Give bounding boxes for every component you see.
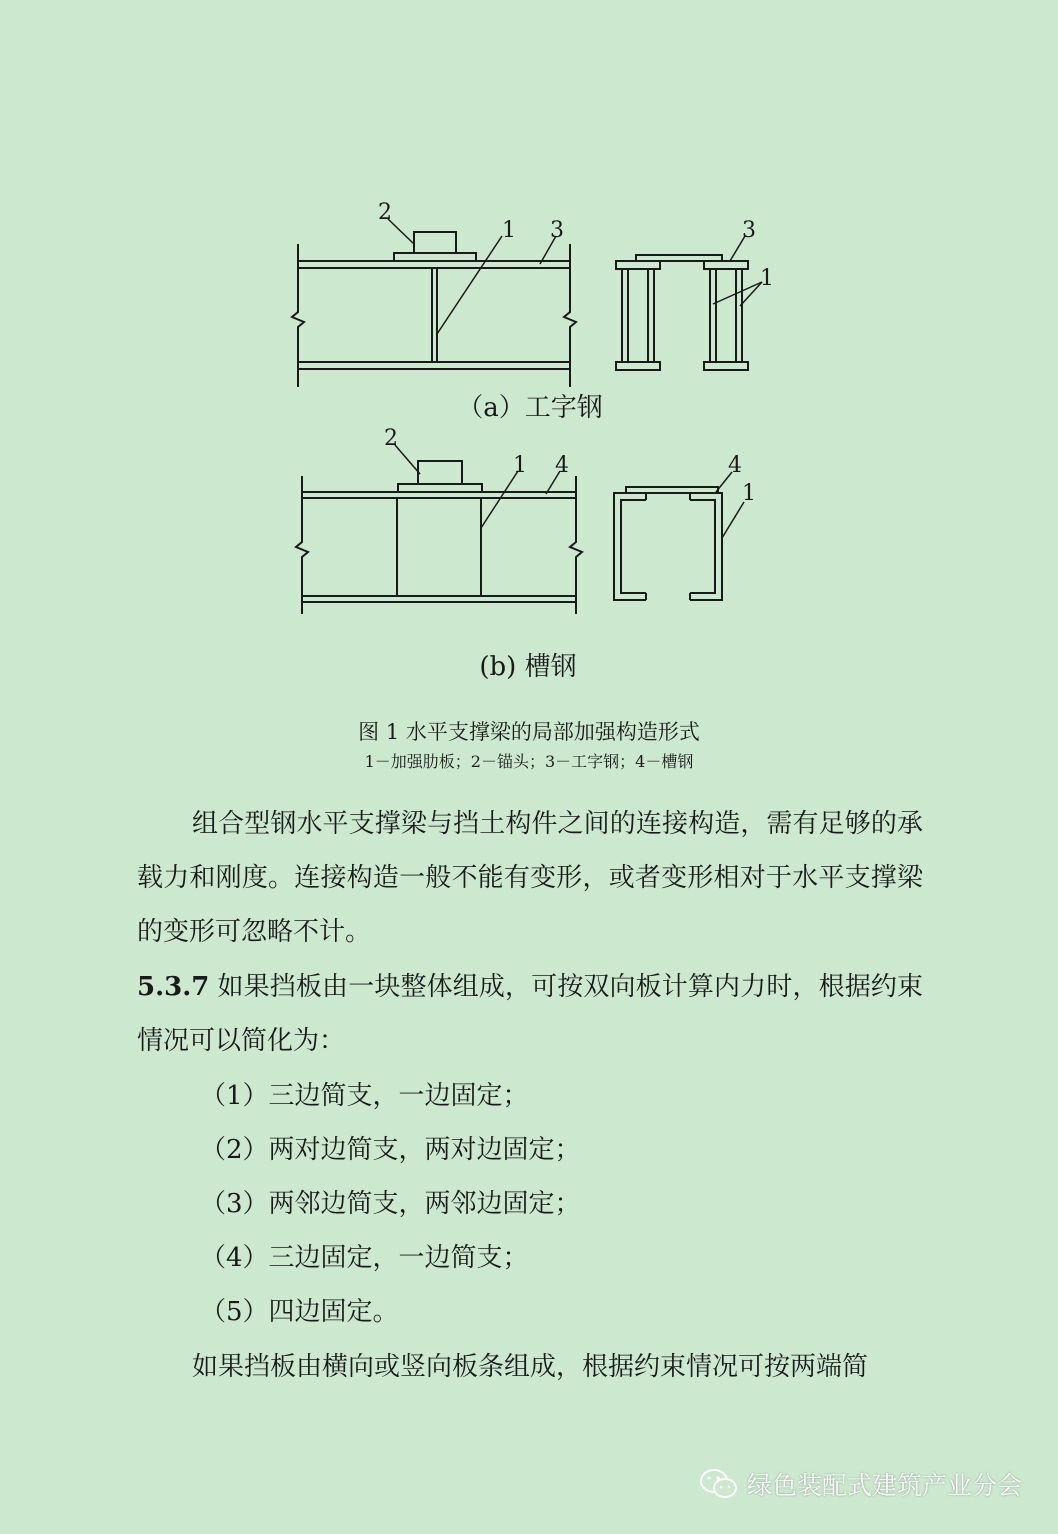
- clause-text: 如果挡板由一块整体组成，可按双向板计算内力时，根据约束情况可以简化为：: [137, 972, 923, 1056]
- label-i-beam-a: 3: [550, 218, 564, 243]
- label-rib-plate-section-b: 1: [742, 481, 756, 506]
- list-item: （5）四边固定。: [200, 1297, 399, 1327]
- list-item: （4）三边固定，一边简支；: [200, 1243, 529, 1273]
- label-channel-section: 4: [728, 453, 742, 478]
- channel-elevation-drawing: [296, 445, 582, 614]
- list-item: （1）三边简支，一边固定；: [200, 1081, 529, 1111]
- subfigure-b-caption: (b) 槽钢: [479, 652, 577, 682]
- paragraph-connection: 组合型钢水平支撑梁与挡土构件之间的连接构造，需有足够的承载力和刚度。连接构造一般不能有变形，或者变形相对于水平支撑梁的变形可忽略不计。: [137, 809, 923, 947]
- watermark-text: 绿色装配式建筑产业分会: [746, 1471, 1022, 1500]
- wechat-icon: [699, 1467, 739, 1501]
- subfigure-a-caption: （a）工字钢: [457, 393, 603, 423]
- figure-title: 图 1 水平支撑梁的局部加强构造形式: [358, 720, 700, 744]
- label-i-beam-section: 3: [742, 218, 756, 243]
- clause-number: 5.3.7: [137, 972, 210, 1002]
- label-anchor-head-a: 2: [378, 200, 392, 225]
- channel-section-drawing: [614, 472, 744, 600]
- paragraph-5-3-7: [137, 960, 923, 1068]
- label-rib-plate-section-a: 1: [760, 266, 774, 291]
- watermark: [699, 1466, 1022, 1502]
- paragraph-strips: 如果挡板由横向或竖向板条组成，根据约束情况可按两端简: [192, 1352, 869, 1382]
- label-rib-plate-b: 1: [513, 453, 527, 478]
- figure-legend: 1－加强肋板；2－锚头；3－工字钢；4－槽钢: [364, 752, 694, 771]
- list-item: （3）两邻边简支，两邻边固定；: [200, 1189, 581, 1219]
- label-channel-b: 4: [555, 453, 569, 478]
- list-item: （2）两对边简支，两对边固定；: [200, 1135, 581, 1165]
- i-beam-elevation-drawing: [292, 219, 576, 387]
- label-anchor-head-b: 2: [384, 426, 398, 451]
- i-beam-section-drawing: [616, 236, 762, 370]
- label-rib-plate-a: 1: [502, 218, 516, 243]
- figure-1: [0, 0, 1058, 700]
